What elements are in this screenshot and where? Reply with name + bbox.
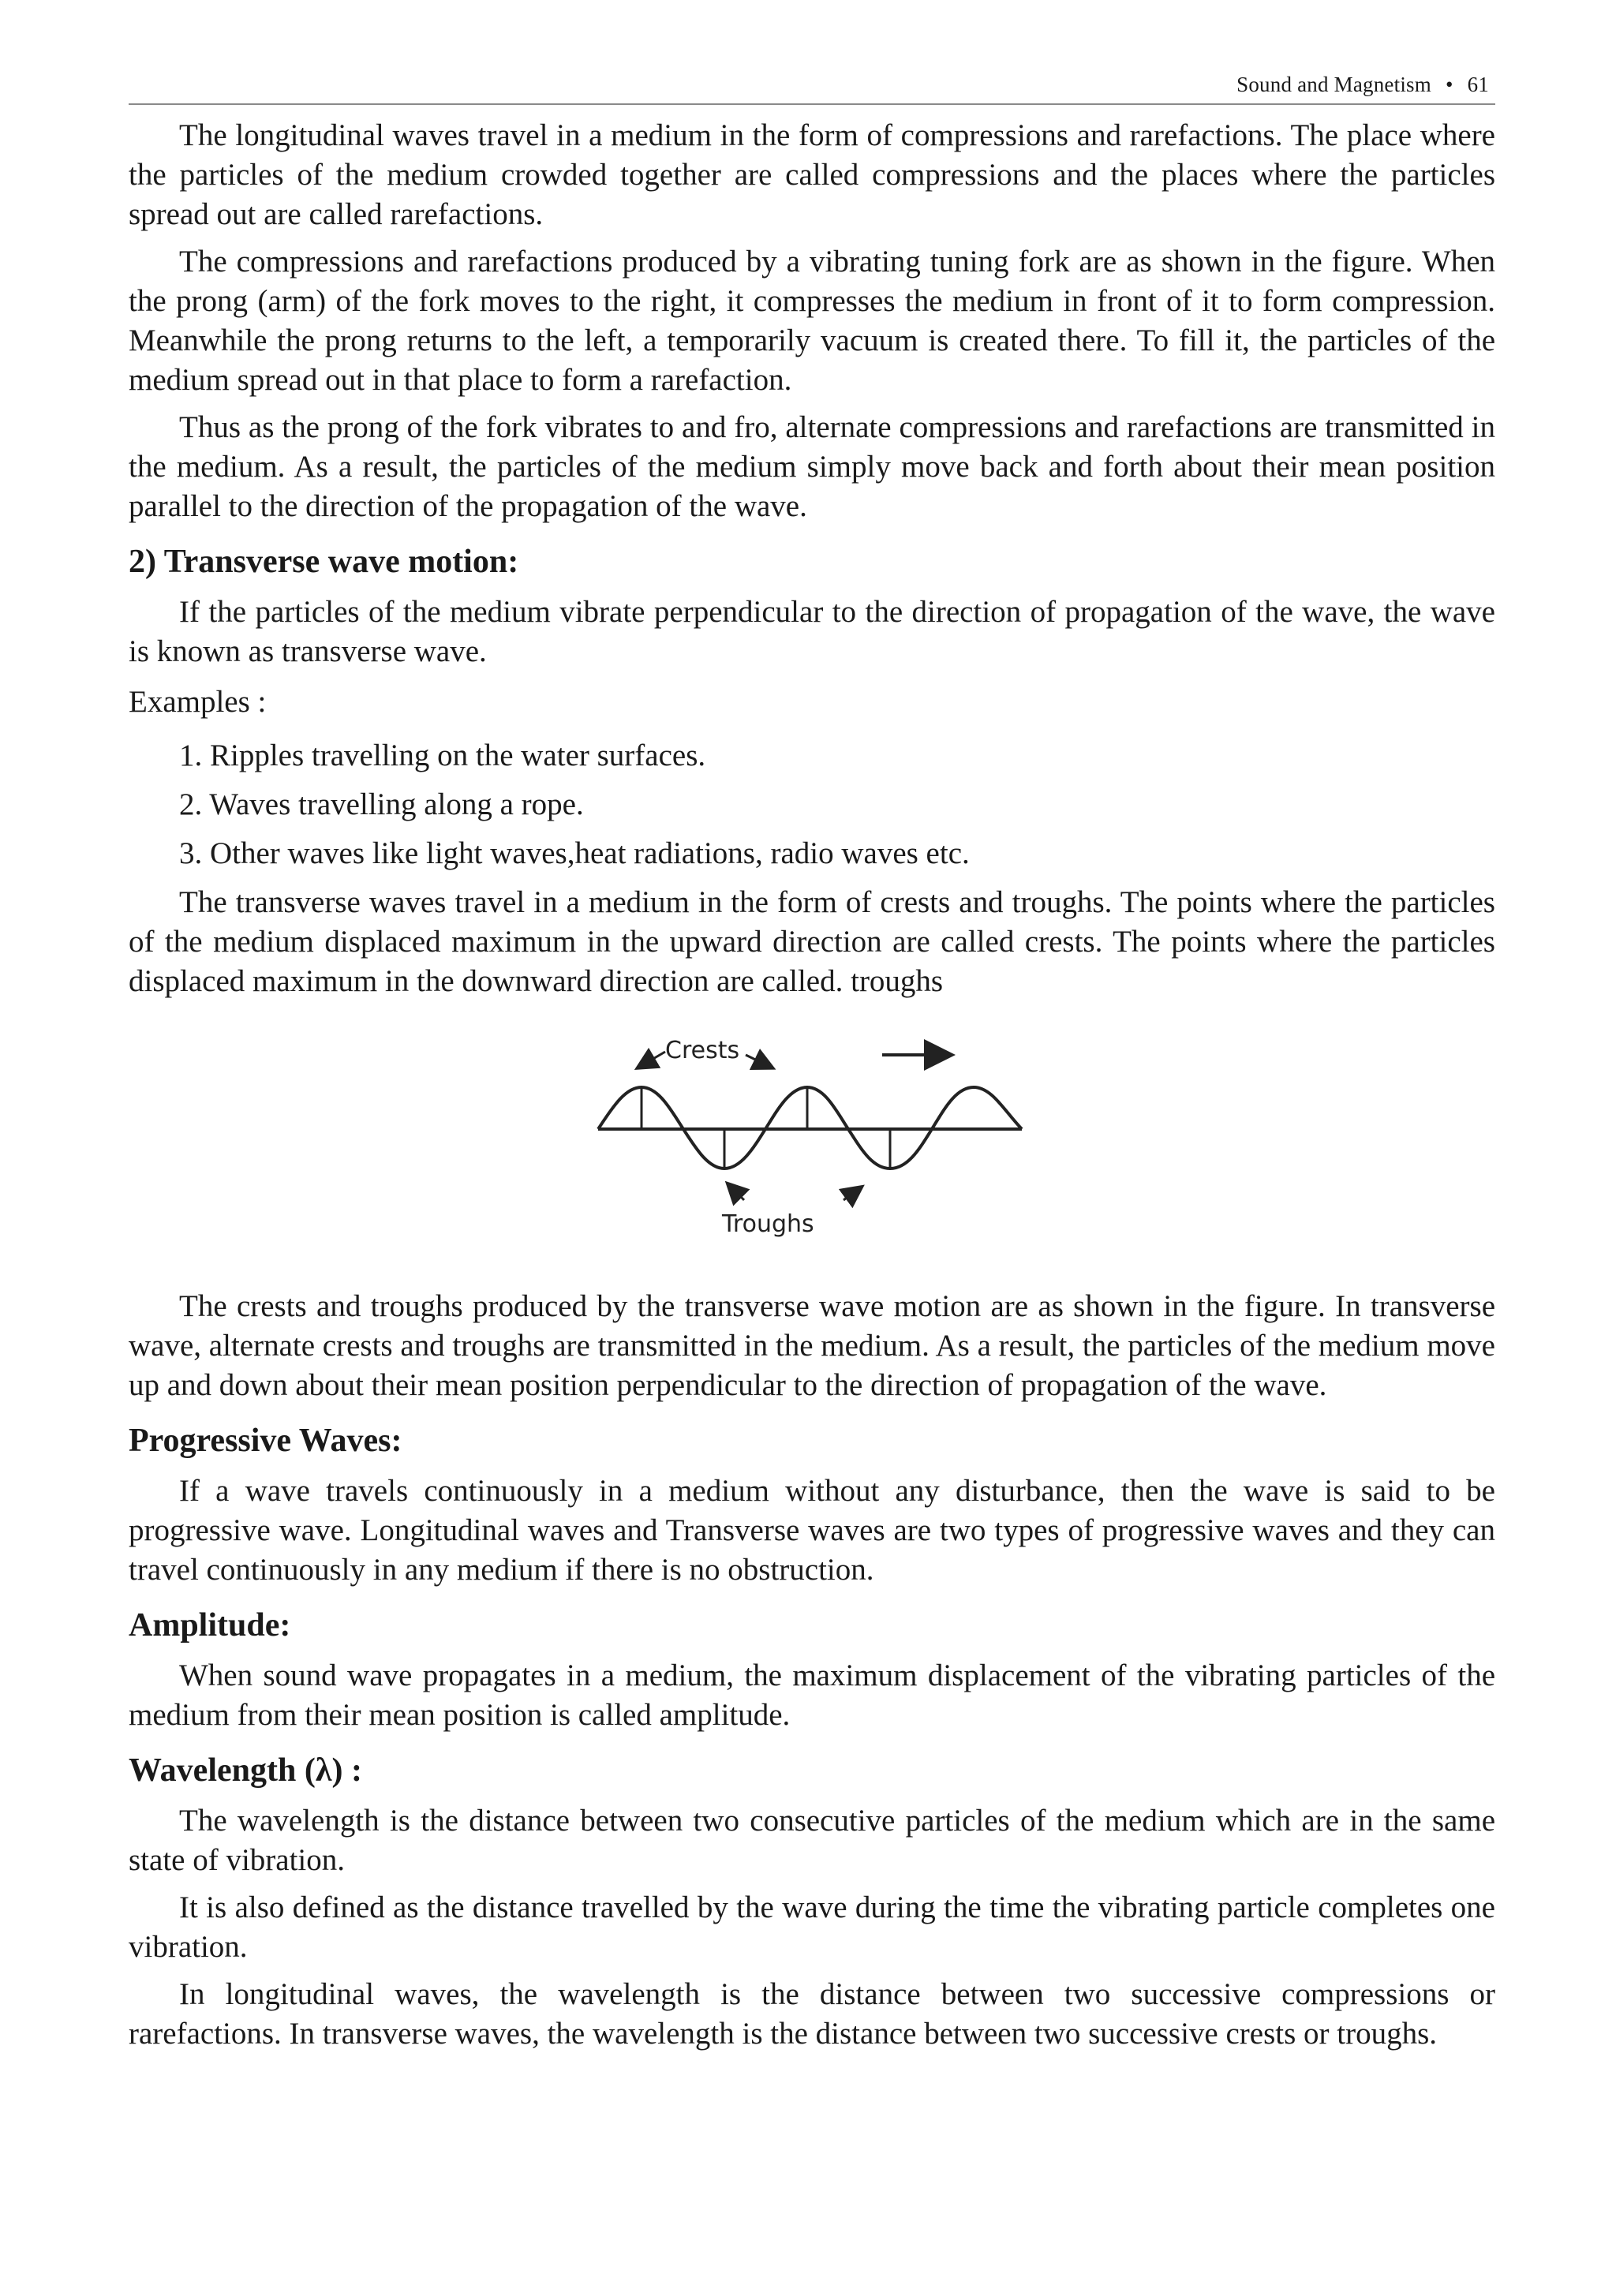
paragraph-longitudinal-travel: The longitudinal waves travel in a medium in the form of compressions and rarefactions. The place where the particles of the medium crowded together are called compressions and the places where the particles spread out are called rarefactions. (129, 118, 1495, 231)
paragraph-prong-vibration: Thus as the prong of the fork vibrates to and fro, alternate compressions and rarefactions are transmitted in the medium. As a result, the particles of the medium simply move back and forth about their mean position parallel to the direction of the propagation of the wave. (129, 410, 1495, 523)
trough-arrow-right (844, 1187, 861, 1200)
paragraph-tuning-fork: The compressions and rarefactions produced by a vibrating tuning fork are as shown in the figure. When the prong (arm) of the fork moves to the right, it compresses the medium in front of it to form compression. Meanwhile the prong returns to the left, a temporarily vacuum is created there. To fill it, the particles of the medium spread out in that place to form a rarefaction. (129, 245, 1495, 397)
crests-label: Crests (665, 1037, 740, 1064)
examples-list (129, 736, 1495, 873)
header-separator: • (1445, 73, 1453, 96)
header-title: Sound and Magnetism (1236, 73, 1431, 96)
document-page (129, 73, 1495, 2062)
transverse-wave-diagram (129, 1020, 1495, 1257)
heading-progressive-waves: Progressive Waves: (129, 1423, 402, 1459)
transverse-wave-figure (129, 1020, 1495, 1257)
heading-amplitude: Amplitude: (129, 1607, 291, 1643)
example-item: 2. Waves travelling along a rope. (179, 787, 584, 821)
crest-arrow-left (638, 1052, 665, 1068)
paragraph-transverse-figure: The crests and troughs produced by the transverse wave motion are as shown in the figure. In transverse wave, alternate crests and troughs are transmitted in the medium. As a result, the particles of the medium move up and down about their mean position perpendicular to the direction of propagation of the wave. (129, 1289, 1495, 1402)
heading-wavelength: Wavelength (λ) : (129, 1752, 362, 1789)
heading-transverse-wave-motion: 2) Transverse wave motion: (129, 544, 519, 580)
paragraph-wavelength-alternate: It is also defined as the distance travelled by the wave during the time the vibrating particle completes one vibration. (129, 1890, 1495, 1964)
page-number: 61 (1467, 73, 1489, 96)
examples-label: Examples : (129, 685, 267, 719)
paragraph-amplitude: When sound wave propagates in a medium, the maximum displacement of the vibrating particles of the medium from their mean position is called amplitude. (129, 1658, 1495, 1732)
trough-arrow-left (728, 1184, 744, 1200)
paragraph-wavelength-types: In longitudinal waves, the wavelength is the distance between two successive compressions or rarefactions. In transverse waves, the wavelength is the distance between two successive crests or troughs. (129, 1977, 1495, 2051)
example-item: 1. Ripples travelling on the water surfaces. (179, 739, 706, 772)
paragraph-transverse-definition: If the particles of the medium vibrate perpendicular to the direction of propagation of the wave, the wave is known as transverse wave. (129, 595, 1495, 668)
running-header (129, 73, 1495, 105)
example-item: 3. Other waves like light waves,heat radiations, radio waves etc. (179, 836, 970, 870)
troughs-label: Troughs (722, 1210, 814, 1238)
paragraph-progressive-waves: If a wave travels continuously in a medium without any disturbance, then the wave is said to be progressive wave. Longitudinal waves and Transverse waves are two types of progressive waves and they can travel continuously in any medium if there is no obstruction. (129, 1474, 1495, 1587)
crest-arrow-right (746, 1055, 772, 1068)
paragraph-wavelength-definition: The wavelength is the distance between two consecutive particles of the medium which are in the same state of vibration. (129, 1804, 1495, 1877)
paragraph-crests-troughs: The transverse waves travel in a medium in the form of crests and troughs. The points where the particles of the medium displaced maximum in the upward direction are called crests. The points where the particles displaced maximum in the downward direction are called. troughs (129, 885, 1495, 998)
